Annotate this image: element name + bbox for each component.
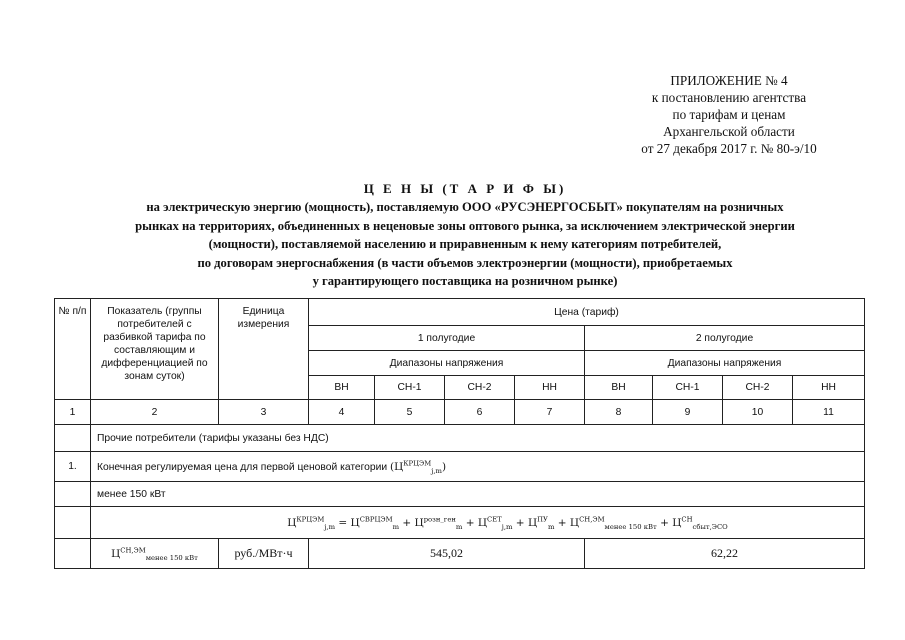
header-half-1: 1 полугодие [309, 326, 585, 351]
voltage-level: СН-1 [653, 376, 723, 400]
heading-line: у гарантирующего поставщика на розничном рынке) [312, 274, 618, 289]
appendix-title: ПРИЛОЖЕНИЕ № 4 [670, 73, 788, 88]
appendix-line: от 27 декабря 2017 г. № 80-э/10 [641, 141, 817, 156]
header-price: Цена (тариф) [309, 299, 865, 326]
formula-sup: СЕТ [487, 515, 502, 523]
document-heading [40, 180, 890, 290]
formula-sub: j,m [501, 522, 513, 531]
column-number: 5 [375, 400, 445, 425]
column-number: 8 [585, 400, 653, 425]
formula-sup: ПУ [537, 515, 548, 523]
formula-term: Ц [569, 516, 580, 529]
row-number: 1. [55, 452, 91, 482]
formula-sup: СВРЦЭМ [359, 515, 393, 523]
table-row [55, 539, 865, 569]
appendix-line: по тарифам и ценам [672, 107, 786, 122]
voltage-level: НН [793, 376, 865, 400]
symbol-superscript: СН,ЭМ [120, 546, 146, 554]
component-formula [111, 548, 198, 560]
voltage-level: НН [515, 376, 585, 400]
row-text [91, 452, 865, 482]
formula-sub: сбыт,ЭСО [692, 522, 728, 531]
formula-operator: + [557, 516, 567, 529]
section-row [55, 425, 865, 452]
formula-sub: m [392, 522, 400, 531]
value-half-2: 62,22 [585, 539, 865, 569]
appendix-line: к постановлению агентства [651, 90, 807, 105]
column-number: 10 [723, 400, 793, 425]
formula-term: Ц [414, 516, 424, 529]
formula-term: Ц [287, 516, 297, 529]
column-number-row [55, 400, 865, 425]
column-number: 9 [653, 400, 723, 425]
voltage-level: СН-1 [375, 376, 445, 400]
empty-cell [55, 482, 91, 507]
row-label: Конечная регулируемая цена для первой ценовой категории [97, 461, 388, 473]
formula-sub: m [455, 522, 463, 531]
formula-operator: + [402, 516, 412, 529]
appendix-line: Архангельской области [663, 124, 795, 139]
unit-cell: руб./МВт·ч [219, 539, 309, 569]
column-number: 11 [793, 400, 865, 425]
formula-sub: менее 150 кВт [604, 522, 657, 531]
formula-operator: + [465, 516, 475, 529]
symbol-superscript: КРЦЭМ [403, 459, 432, 467]
column-number: 2 [91, 400, 219, 425]
subgroup-label: менее 150 кВт [91, 482, 865, 507]
heading-line: рынках на территориях, объединенных в неценовые зоны оптового рынка, за исключением электрической энергии [135, 218, 795, 233]
header-indicator: Показатель (группы потребителей с разбивкой тарифа по составляющим и дифференциацией по зонам суток) [91, 299, 219, 400]
symbol-subscript: j,m [431, 466, 442, 475]
symbol-subscript: менее 150 кВт [145, 553, 198, 562]
price-formula [287, 517, 728, 529]
table-row [55, 482, 865, 507]
formula-cell [91, 507, 865, 539]
table-header-row [55, 299, 865, 326]
section-title: Прочие потребители (тарифы указаны без НДС) [91, 425, 865, 452]
empty-cell [55, 539, 91, 569]
formula-operator: = [338, 516, 348, 529]
column-number: 7 [515, 400, 585, 425]
header-no: № п/п [55, 299, 91, 400]
formula-sup: СН,ЭМ [579, 515, 605, 523]
empty-cell [55, 507, 91, 539]
document-title: Ц Е Н Ы (Т А Р И Ф Ы) [363, 181, 567, 196]
formula-sup: КРЦЭМ [296, 515, 325, 523]
empty-cell [55, 425, 91, 452]
symbol-base: Ц [394, 460, 404, 473]
heading-line: на электрическую энергию (мощность), поставляемую ООО «РУСЭНЕРГОСБЫТ» покупателям на розничных [146, 200, 784, 215]
tariff-table [54, 298, 865, 569]
formula-row [55, 507, 865, 539]
column-number: 6 [445, 400, 515, 425]
header-voltage-1: Диапазоны напряжения [309, 351, 585, 376]
formula-term: Ц [672, 516, 682, 529]
value-half-1: 545,02 [309, 539, 585, 569]
appendix-block [599, 72, 859, 157]
formula-sup: розн_ген [423, 515, 456, 523]
component-symbol [91, 539, 219, 569]
header-half-2: 2 полугодие [585, 326, 865, 351]
formula-sub: m [547, 522, 555, 531]
formula-sup: СН [681, 515, 693, 523]
heading-line: (мощности), поставляемой населению и приравненным к нему категориям потребителей, [208, 237, 722, 252]
voltage-level: СН-2 [445, 376, 515, 400]
formula-term: Ц [477, 516, 488, 529]
voltage-level: СН-2 [723, 376, 793, 400]
formula-term: Ц [527, 516, 538, 529]
voltage-level: ВН [309, 376, 375, 400]
heading-line: по договорам энергоснабжения (в части объемов электроэнергии (мощности), приобретаемых [197, 255, 733, 270]
table-row [55, 452, 865, 482]
formula-sub: j,m [324, 522, 336, 531]
symbol-base: Ц [111, 547, 121, 560]
voltage-level: ВН [585, 376, 653, 400]
header-voltage-2: Диапазоны напряжения [585, 351, 865, 376]
formula-term: Ц [350, 516, 360, 529]
column-number: 4 [309, 400, 375, 425]
column-number: 3 [219, 400, 309, 425]
price-symbol: $(Ц^{КРЦЭМ}_{j,m})$ [390, 459, 447, 475]
formula-operator: + [515, 516, 525, 529]
formula-operator: + [660, 516, 669, 529]
header-unit: Единица измерения [219, 299, 309, 400]
column-number: 1 [55, 400, 91, 425]
